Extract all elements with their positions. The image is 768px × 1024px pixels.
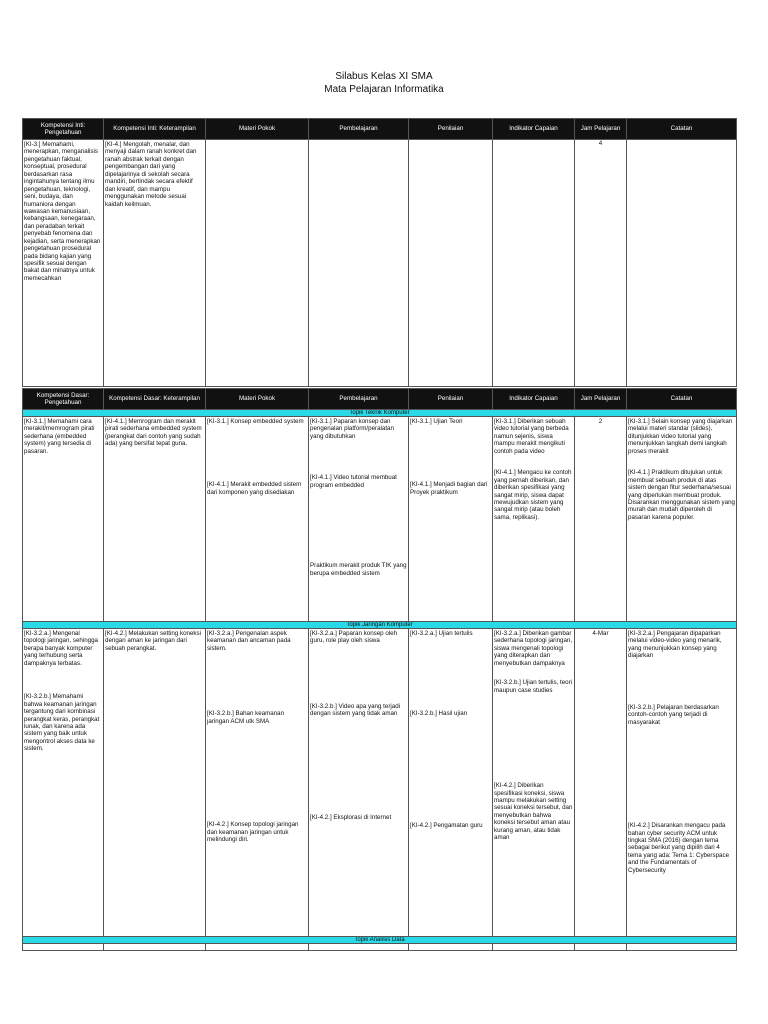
topic-row xyxy=(23,937,737,944)
indikator-item: [KI-3.2.b.] Ujian tertulis, teori maupun case studies xyxy=(494,679,573,694)
materi-cell xyxy=(206,629,309,937)
catatan-item: [KI-4.2.] Disarankan mengacu pada bahan cyber security ACM untuk tingkat SMA (2016) dengan tema sebagai berikut yang dipilih dari 4 tema yang ada: Tema 1: Cyberspace and the Fundamentals of Cybersecurity xyxy=(628,822,730,874)
header-cell: Penilaian xyxy=(409,119,493,140)
header-cell: Kompetensi Dasar: Pengetahuan xyxy=(23,389,104,410)
indikator-item: [KI-4.2.] Diberikan spesifikasi koneksi, siswa mampu melakukan setting sesuai koneksi tersebut, dan menyebutkan bahwa koneksi tersebut aman atau kurang aman, atau tidak aman xyxy=(494,782,573,842)
kd-pengetahuan: [KI-3.1.] Memahami cara merakit/memrogram pirati sederhana (embedded system) yang tersedia di pasaran. xyxy=(23,417,104,622)
kd-item: [KI-3.2.a.] Mengenal topologi jaringan, sehingga berapa banyak komputer yang terhubung serta dampaknya terbatas. xyxy=(24,630,98,667)
jam-cell: 2 xyxy=(575,417,627,622)
pembelajaran-item: [KI-3.2.a.] Paparan konsep oleh guru, role play oleh siswa xyxy=(310,630,398,645)
ki-header-row xyxy=(23,119,737,140)
page-title: Silabus Kelas XI SMA xyxy=(335,71,433,82)
pembelajaran-item: [KI-4.1.] Video tutorial membuat program embedded xyxy=(310,474,397,489)
header-cell: Jam Pelajaran xyxy=(575,119,627,140)
penilaian-cell xyxy=(409,629,493,937)
pembelajaran-item: [KI-4.2.] Eksplorasi di Internet xyxy=(310,813,392,821)
indikator-item: [KI-4.1.] Mengacu ke contoh yang pernah diberikan, dan diberikan spesifikasi yang sangat mirip, siswa dapat mewujudkan sistem yang sangat mirip (atau boleh sama, replikasi). xyxy=(494,469,572,521)
ki-table xyxy=(22,118,737,387)
header-cell: Kompetensi Dasar: Keterampilan xyxy=(104,389,206,410)
materi-item: [KI-3.2.a.] Pengenalan aspek keamanan dan ancaman pada sistem. xyxy=(207,630,291,652)
header-cell: Kompetensi Inti: Pengetahuan xyxy=(23,119,104,140)
header-cell: Jam Pelajaran xyxy=(575,389,627,410)
pembelajaran-item: Praktikum merakit produk TIK yang berupa embedded sistem xyxy=(310,562,407,577)
topic-row xyxy=(23,622,737,629)
penilaian-item: [KI-4.1.] Menjadi bagian dari Proyek praktikum xyxy=(410,481,488,496)
indikator-cell xyxy=(493,417,575,622)
materi-item: [KI-3.2.b.] Bahan keamanan jaringan ACM utk SMA xyxy=(207,710,285,725)
header-cell: Kompetensi Inti: Keterampilan xyxy=(104,119,206,140)
catatan-item: [KI-3.1.] Selain konsep yang diajarkan melalui materi standar (slides), ditunjukkan video tutorial yang menunjukkan langkah demi langkah proses merakit xyxy=(628,418,733,455)
indikator-item: [KI-3.1.] Diberikan sebuah video tutorial yang berbeda namun sejenis, siswa mampu merakit mengikuti contoh pada video xyxy=(494,418,569,455)
kd-keterampilan: [KI-4.2.] Melakukan setting koneksi dengan aman ke jaringan dari sebuah perangkat. xyxy=(104,629,206,937)
materi-item: [KI-4.2.] Konsep topologi jaringan dan keamanan jaringan untuk melindungi diri. xyxy=(207,821,299,844)
indikator-cell xyxy=(493,629,575,937)
header-cell: Materi Pokok xyxy=(206,389,309,410)
kd-row-teknik xyxy=(23,417,737,622)
ki-jam: 4 xyxy=(575,140,627,387)
catatan-item: [KI-3.2.a.] Pengajaran dipaparkan melalui video-video yang menarik, yang menunjukkan konsep yang diajarkan xyxy=(628,630,722,660)
kd-keterampilan: [KI-4.1.] Memrogram dan merakit pirati sederhana embedded system (perangkat dari contoh yang sudah ada) yang bersifat tepat guna. xyxy=(104,417,206,622)
penilaian-item: [KI-3.2.b.] Hasil ujian xyxy=(410,710,468,718)
penilaian-item: [KI-3.2.a.] Ujian tertulis xyxy=(410,630,473,637)
kd-row-analisis xyxy=(23,944,737,951)
ki-pengetahuan: [KI-3.] Memahami, menerapkan, menganalisis pengetahuan faktual, konseptual, prosedural berdasarkan rasa ingintahunya tentang ilmu pengetahuan, teknologi, seni, budaya, dan humaniora dengan wawasan kemanusiaan, kebangsaan, kenegaraan, dan peradaban terkait penyebab fenomena dan kejadian, serta menerapkan pengetahuan prosedural pada bidang kajian yang spesifik sesuai dengan bakat dan minatnya untuk memecahkan xyxy=(23,140,104,387)
materi-cell xyxy=(206,417,309,622)
penilaian-item: [KI-4.2.] Pengamatan guru xyxy=(410,821,483,829)
kd-row-jaringan xyxy=(23,629,737,937)
kd-pengetahuan xyxy=(23,629,104,937)
header-cell: Materi Pokok xyxy=(206,119,309,140)
header-cell: Indikator Capaian xyxy=(493,389,575,410)
catatan-item: [KI-3.2.b.] Pelajaran berdasarkan contoh-contoh yang terjadi di masyarakat xyxy=(628,703,719,726)
penilaian-item: [KI-3.1.] Ujian Teori xyxy=(410,418,463,425)
page-subtitle: Mata Pelajaran Informatika xyxy=(324,84,444,95)
ki-row xyxy=(23,140,737,387)
pembelajaran-item: [KI-3.1.] Paparan konsep dan pengenalan platform/peralatan yang dibutuhkan xyxy=(310,418,394,440)
topic-row xyxy=(23,410,737,417)
materi-item: [KI-4.1.] Merakit embedded sistem dari komponen yang disediakan xyxy=(207,481,302,496)
kd-header-row xyxy=(23,389,737,410)
indikator-item: [KI-3.2.a.] Diberikan gambar sederhana topologi jaringan, siswa mengenali topologi yang diterapkan dan menyebutkan dampaknya xyxy=(494,630,573,667)
header-cell: Catatan xyxy=(627,389,737,410)
header-cell: Pembelajaran xyxy=(309,119,409,140)
penilaian-cell xyxy=(409,417,493,622)
catatan-cell xyxy=(627,629,737,937)
topic-label: Topik Jaringan Komputer xyxy=(23,622,737,629)
topic-label: Topik Teknik Komputer xyxy=(23,410,737,417)
header-cell: Pembelajaran xyxy=(309,389,409,410)
materi-item: [KI-3.1.] Konsep embedded system xyxy=(207,418,304,425)
ki-keterampilan: [KI-4.] Mengolah, menalar, dan menyaji dalam ranah konkret dan ranah abstrak terkait dengan pengembangan dari yang dipelajarinya di sekolah secara mandiri, bertindak secara efektif dan kreatif, dan mampu menggunakan metode sesuai kaidah keilmuan. xyxy=(104,140,206,387)
kd-item: [KI-3.2.b.] Memahami bahwa keamanan jaringan tergantung dari kombinasi perangkat keras, perangkat lunak, dan karena ada sistem yang baik untuk mengontrol akses data ke sistem. xyxy=(24,693,100,753)
header-cell: Indikator Capaian xyxy=(493,119,575,140)
pembelajaran-cell xyxy=(309,417,409,622)
header-cell: Penilaian xyxy=(409,389,493,410)
pembelajaran-item: [KI-3.2.b.] Video apa yang terjadi dengan sistem yang tidak aman xyxy=(310,702,401,718)
pembelajaran-cell xyxy=(309,629,409,937)
catatan-cell xyxy=(627,417,737,622)
header-cell: Catatan xyxy=(627,119,737,140)
topic-label: Topik Analisis Data xyxy=(23,937,737,944)
catatan-item: [KI-4.1.] Praktikum ditujukan untuk membuat sebuah produk di atas sistem dengan fitur sederhana/sesuai yang diperlukan membuat produk. Disarankan menggunakan sistem yang murah dan mudah diperoleh di pasaran karena populer. xyxy=(628,469,735,521)
jam-cell: 4-Mar xyxy=(575,629,627,937)
kd-table xyxy=(22,388,737,951)
